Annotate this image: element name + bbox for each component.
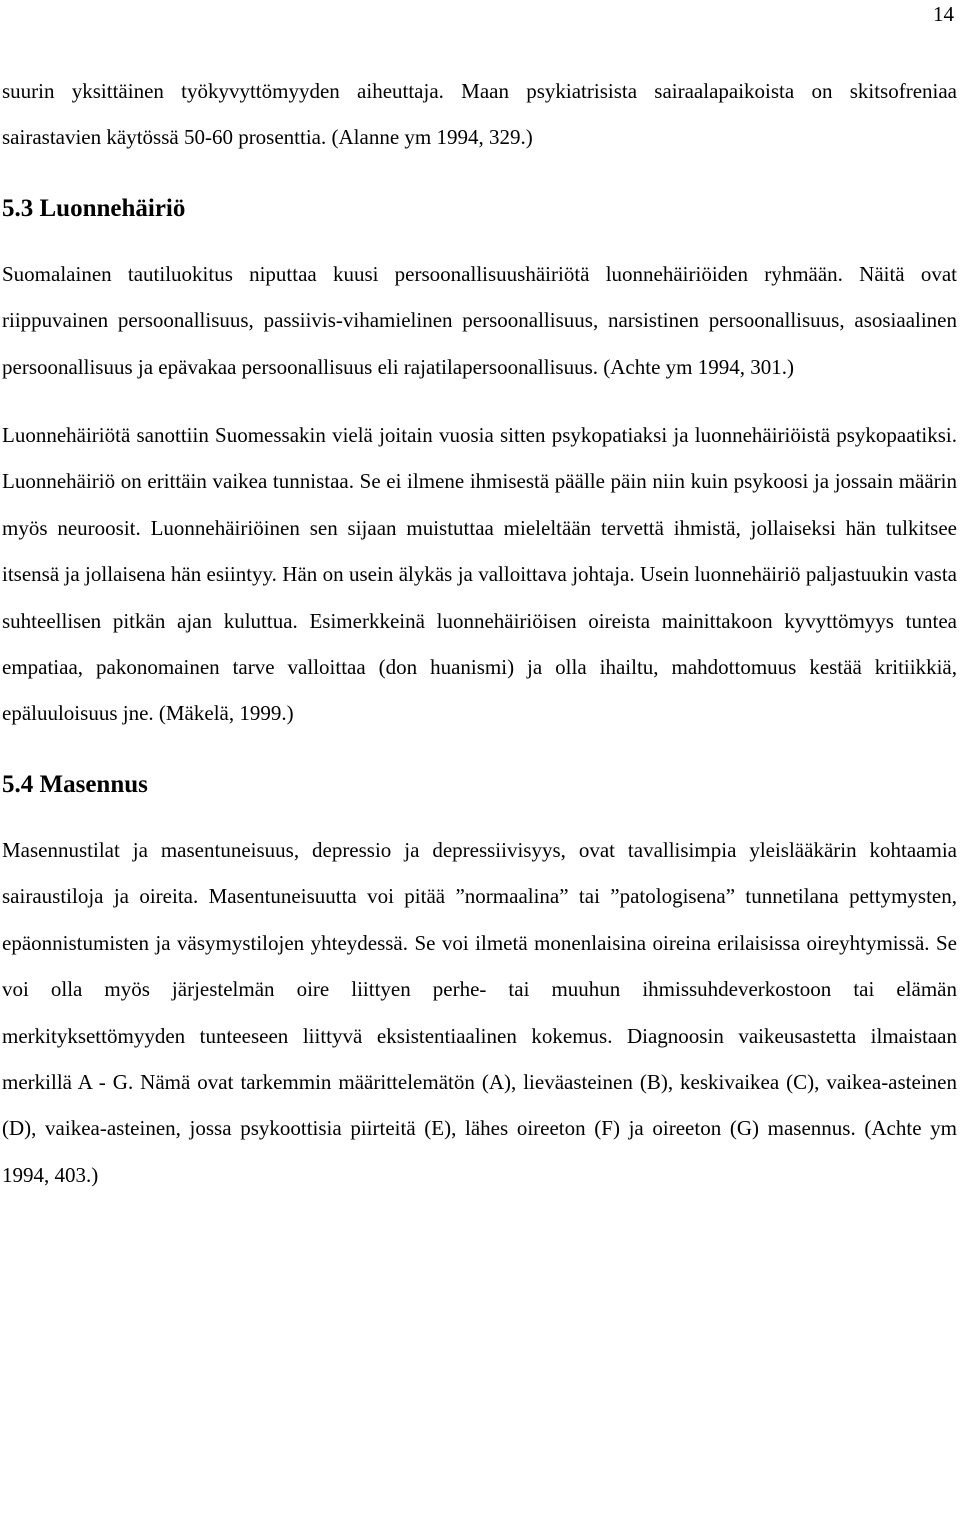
section-heading-masennus: 5.4 Masennus [2, 770, 148, 798]
paragraph-psychopathy: Luonnehäiriötä sanottiin Suomessakin vielä joitain vuosia sitten psykopatiaksi ja luonnehäiriöistä psykopaatiksi. Luonnehäiriö on erittäin vaikea tunnistaa. Se ei ilmene ihmisestä päälle päin niin kuin psykoosi ja jossain määrin myös neuroosit. Luonnehäiriöinen sen sijaan muistuttaa mieleltään tervettä ihmistä, jollaiseksi hän tulkitsee itsensä ja jollaisena hän esiintyy. Hän on usein älykäs ja valloittava johtaja. Usein luonnehäiriö paljastuukin vasta suhteellisen pitkän ajan kuluttua. Esimerkkeinä luonnehäiriöisen oireista mainittakoon kyvyttömyys tuntea empatiaa, pakonomainen tarve valloittaa (don huanismi) ja olla ihailtu, mahdottomuus kestää kritiikkiä, epäluuloisuus jne. (Mäkelä, 1999.) [2, 423, 957, 726]
paragraph-depression: Masennustilat ja masentuneisuus, depressio ja depressiivisyys, ovat tavallisimpia yleislääkärin kohtaamia sairaustiloja ja oireita. Masentuneisuutta voi pitää ”normaalina” tai ”patologisena” tunnetilana pettymysten, epäonnistumisten ja väsymystilojen yhteydessä. Se voi ilmetä monenlaisina oireina erilaisissa oireyhtymissä. Se voi olla myös järjestelmän oire liittyen perhe- tai muuhun ihmissuhdeverkostoon tai elämän merkityksettömyyden tunteeseen liittyvä eksistentiaalinen kokemus. Diagnoosin vaikeusastetta ilmaistaan merkillä A - G. Nämä ovat tarkemmin määrittelemätön (A), lieväasteinen (B), keskivaikea (C), vaikea-asteinen (D), vaikea-asteinen, jossa psykoottisia piirteitä (E), lähes oireeton (F) ja oireeton (G) masennus. (Achte ym 1994, 403.) [2, 837, 957, 1187]
section-heading-luonnehairio: 5.3 Luonnehäiriö [2, 194, 186, 222]
page-number: 14 [933, 2, 954, 26]
document-body [2, 68, 957, 1198]
paragraph-personality-disorders: Suomalainen tautiluokitus niputtaa kuusi persoonallisuushäiriötä luonnehäiriöiden ryhmään. Näitä ovat riippuvainen persoonallisuus, passiivis-vihamielinen persoonallisuus, narsistinen persoonallisuus, asosiaalinen persoonallisuus ja epävakaa persoonallisuus eli rajatilapersoonallisuus. (Achte ym 1994, 301.) [2, 261, 957, 379]
paragraph-schizophrenia-end: suurin yksittäinen työkyvyttömyyden aiheuttaja. Maan psykiatrisista sairaalapaikoista on skitsofreniaa sairastavien käytössä 50-60 prosenttia. (Alanne ym 1994, 329.) [2, 79, 957, 150]
